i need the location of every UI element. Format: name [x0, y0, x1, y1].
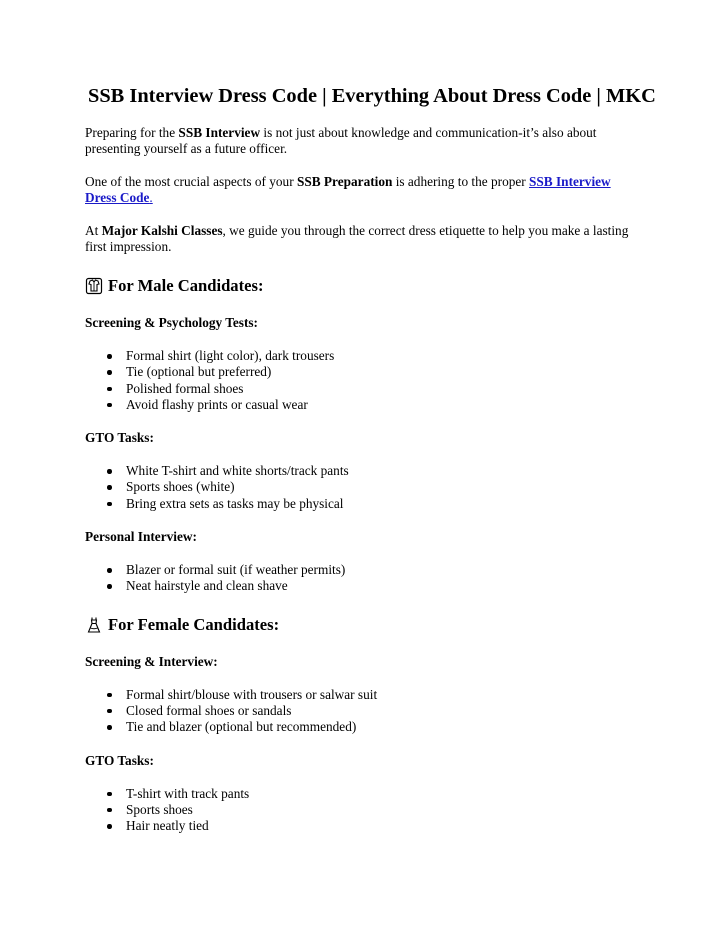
dress-code-link-period[interactable]: .	[149, 190, 153, 205]
dress-code-link[interactable]: SSB Interview Dress Code	[85, 174, 611, 205]
male-section-heading	[85, 276, 634, 296]
female-section-heading	[85, 615, 634, 635]
intro-text: is adhering to the proper	[392, 174, 530, 189]
list-item: Closed formal shoes or sandals	[126, 703, 634, 719]
intro-bold-ssb-interview: SSB Interview	[178, 125, 261, 140]
bullet-list	[85, 562, 634, 595]
subsection-title: Screening & Psychology Tests:	[85, 315, 258, 330]
female-heading-text: For Female Candidates:	[108, 614, 280, 634]
list-item: Avoid flashy prints or casual wear	[126, 397, 634, 413]
intro-paragraph-3	[85, 223, 634, 255]
list-item: Hair neatly tied	[126, 818, 634, 834]
list-item: Neat hairstyle and clean shave	[126, 578, 634, 594]
male-heading-text: For Male Candidates:	[108, 276, 264, 295]
intro-text: is not just about knowledge and communication-it’s also about presenting yourself as a future officer.	[85, 125, 597, 156]
bullet-list	[85, 348, 634, 413]
list-item: Blazer or formal suit (if weather permits)	[126, 562, 634, 578]
list-item: T-shirt with track pants	[126, 786, 634, 802]
bullet-list	[85, 463, 634, 512]
intro-paragraph-1	[85, 125, 634, 157]
intro-text: Preparing for the	[85, 125, 179, 140]
list-item: White T-shirt and white shorts/track pants	[126, 463, 634, 479]
intro-paragraph-2	[85, 174, 634, 206]
intro-text: One of the most crucial aspects of your	[85, 174, 297, 189]
subsection-title: Personal Interview:	[85, 529, 197, 545]
intro-text: , we guide you through the correct dress etiquette to help you make a lasting first impression.	[85, 223, 629, 254]
intro-bold-major-kalshi: Major Kalshi Classes	[101, 223, 223, 238]
list-item: Formal shirt/blouse with trousers or salwar suit	[126, 687, 634, 703]
bullet-list	[85, 786, 634, 835]
intro-bold-ssb-preparation: SSB Preparation	[296, 174, 393, 189]
shirt-icon	[85, 277, 103, 295]
list-item: Sports shoes	[126, 802, 634, 818]
subsection-title: Screening & Interview:	[85, 653, 218, 669]
subsection-title: GTO Tasks:	[85, 430, 154, 446]
subsection-title: GTO Tasks:	[85, 752, 154, 768]
dress-icon	[85, 616, 103, 634]
bullet-list	[85, 687, 634, 736]
list-item: Tie and blazer (optional but recommended)	[126, 719, 634, 735]
list-item: Polished formal shoes	[126, 381, 634, 397]
list-item: Formal shirt (light color), dark trousers	[126, 348, 634, 364]
intro-text: At	[85, 223, 102, 238]
list-item: Tie (optional but preferred)	[126, 364, 634, 380]
list-item: Sports shoes (white)	[126, 479, 634, 495]
page-title: SSB Interview Dress Code | Everything About Dress Code | MKC	[88, 85, 656, 107]
list-item: Bring extra sets as tasks may be physical	[126, 496, 634, 512]
